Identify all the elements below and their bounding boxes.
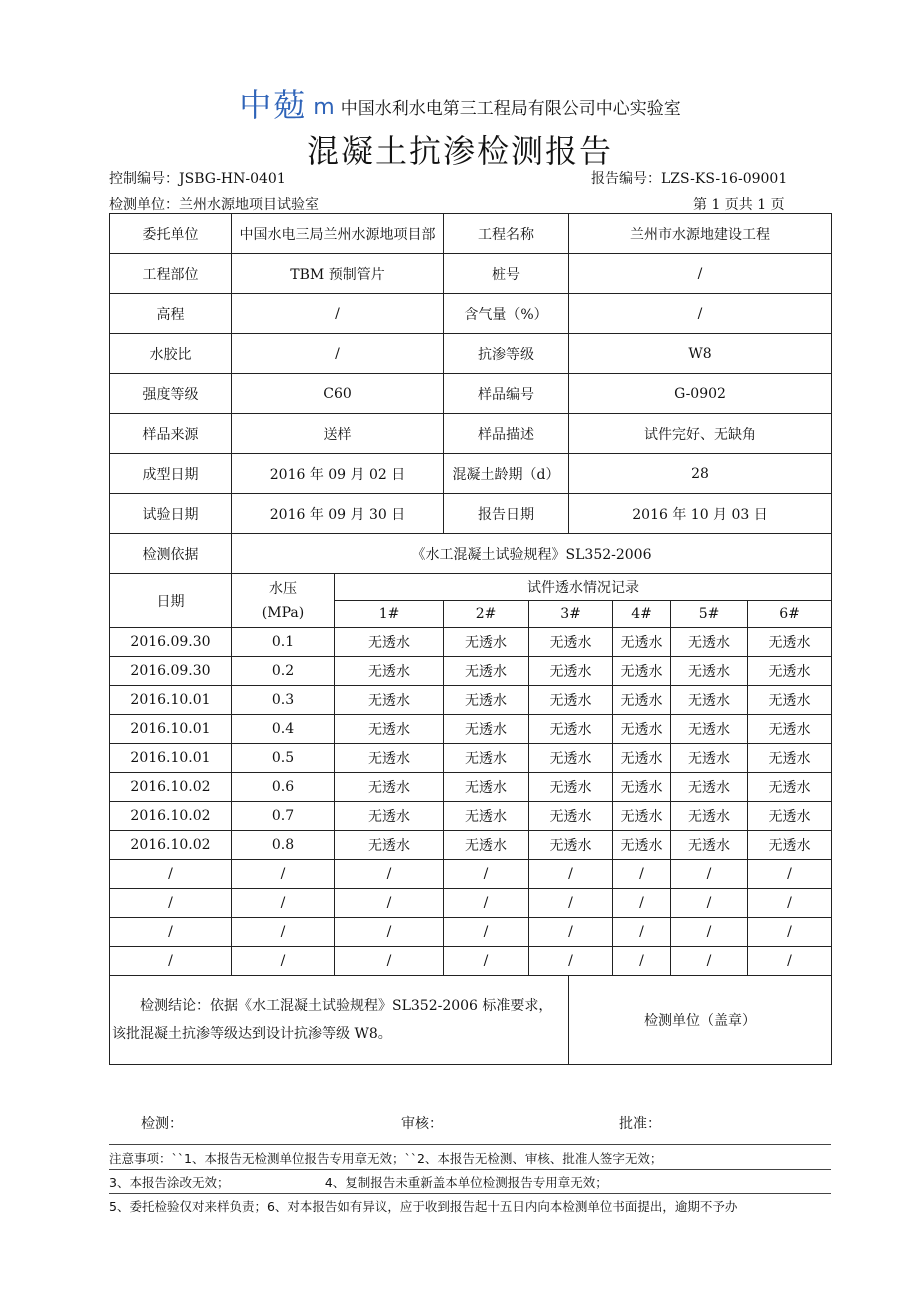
record-date: 2016.10.01 — [110, 715, 232, 744]
record-date: 2016.10.02 — [110, 831, 232, 860]
record-result: 无透水 — [671, 802, 748, 831]
info-label: 抗渗等级 — [444, 334, 569, 374]
record-row — [110, 802, 832, 831]
report-title: 混凝土抗渗检测报告 — [306, 132, 613, 170]
report-table — [109, 213, 832, 1065]
record-result: 无透水 — [529, 628, 613, 657]
record-result: / — [671, 947, 748, 976]
info-row — [110, 374, 832, 414]
info-label: 成型日期 — [110, 454, 232, 494]
record-result: 无透水 — [613, 773, 671, 802]
record-result: 无透水 — [671, 715, 748, 744]
record-result: / — [335, 947, 444, 976]
reviewer-signature: 审核： — [401, 1116, 443, 1132]
record-result: / — [529, 918, 613, 947]
record-result: 无透水 — [335, 628, 444, 657]
record-result: 无透水 — [613, 628, 671, 657]
record-result: 无透水 — [748, 686, 832, 715]
record-result: / — [748, 918, 832, 947]
record-result: / — [444, 889, 529, 918]
stamp-area: 检测单位（盖章） — [569, 976, 832, 1065]
record-result: / — [529, 860, 613, 889]
notes-divider-1 — [109, 1169, 831, 1170]
record-result: 无透水 — [671, 686, 748, 715]
info-row — [110, 214, 832, 254]
record-result: 无透水 — [671, 657, 748, 686]
record-row — [110, 860, 832, 889]
note-line-3: 5、委托检验仅对来样负责；6、对本报告如有异议，应于收到报告起十五日内向本检测单位书面提出，逾期不予办 — [109, 1199, 738, 1214]
organization-name: 中国水利水电第三工程局有限公司中心实验室 — [340, 99, 681, 119]
record-result: 无透水 — [529, 657, 613, 686]
info-label: 样品编号 — [444, 374, 569, 414]
record-date: / — [110, 947, 232, 976]
record-result: 无透水 — [613, 802, 671, 831]
info-value: TBM 预制管片 — [232, 254, 444, 294]
info-label: 工程名称 — [444, 214, 569, 254]
tester-signature: 检测： — [141, 1116, 183, 1132]
specimen-header: 4# — [613, 601, 671, 628]
record-row — [110, 773, 832, 802]
page-number: 第 1 页共 1 页 — [693, 197, 785, 213]
company-logo: 中葂 — [239, 86, 308, 124]
info-label: 强度等级 — [110, 374, 232, 414]
info-row — [110, 414, 832, 454]
record-result: 无透水 — [444, 657, 529, 686]
record-result: / — [529, 889, 613, 918]
basis-label: 检测依据 — [110, 534, 232, 574]
info-value: 试件完好、无缺角 — [569, 414, 832, 454]
record-date: 2016.10.01 — [110, 686, 232, 715]
record-result: 无透水 — [748, 802, 832, 831]
record-result: 无透水 — [671, 831, 748, 860]
record-result: 无透水 — [748, 715, 832, 744]
date-header: 日期 — [110, 574, 232, 628]
record-pressure: / — [232, 889, 335, 918]
record-result: / — [613, 918, 671, 947]
note-line-1: 注意事项：``1、本报告无检测单位报告专用章无效；``2、本报告无检测、审核、批准人签字无效； — [109, 1151, 663, 1166]
info-value: 2016 年 09 月 02 日 — [232, 454, 444, 494]
record-pressure: / — [232, 918, 335, 947]
record-pressure: 0.6 — [232, 773, 335, 802]
notes-divider-top — [109, 1144, 831, 1145]
info-value: G-0902 — [569, 374, 832, 414]
record-result: 无透水 — [529, 715, 613, 744]
record-row — [110, 686, 832, 715]
logo-mark-letter: m — [313, 95, 335, 120]
record-result: / — [529, 947, 613, 976]
info-value: 送样 — [232, 414, 444, 454]
record-result: / — [613, 947, 671, 976]
record-result: 无透水 — [748, 744, 832, 773]
record-result: 无透水 — [529, 686, 613, 715]
record-row — [110, 628, 832, 657]
record-result: 无透水 — [613, 686, 671, 715]
info-value: C60 — [232, 374, 444, 414]
record-pressure: 0.3 — [232, 686, 335, 715]
specimen-header: 2# — [444, 601, 529, 628]
record-result: 无透水 — [613, 831, 671, 860]
record-result: 无透水 — [529, 831, 613, 860]
record-result: 无透水 — [671, 744, 748, 773]
info-row — [110, 254, 832, 294]
record-result: 无透水 — [748, 628, 832, 657]
info-label: 高程 — [110, 294, 232, 334]
record-result: 无透水 — [529, 773, 613, 802]
basis-row — [110, 534, 832, 574]
info-row — [110, 294, 832, 334]
record-result: / — [335, 918, 444, 947]
control-number: 控制编号：JSBG-HN-0401 — [109, 171, 286, 187]
record-result: / — [335, 889, 444, 918]
record-row — [110, 831, 832, 860]
record-result: 无透水 — [529, 802, 613, 831]
record-date: / — [110, 889, 232, 918]
conclusion-text — [110, 976, 569, 1065]
info-value: / — [569, 294, 832, 334]
record-result: / — [671, 918, 748, 947]
record-result: 无透水 — [444, 802, 529, 831]
letterhead — [0, 80, 920, 126]
record-row — [110, 918, 832, 947]
notes-divider-2 — [109, 1193, 831, 1194]
info-row — [110, 454, 832, 494]
info-label: 报告日期 — [444, 494, 569, 534]
record-result: 无透水 — [748, 831, 832, 860]
record-result: / — [671, 860, 748, 889]
record-pressure: 0.8 — [232, 831, 335, 860]
pressure-header — [232, 574, 335, 628]
record-date: 2016.10.02 — [110, 802, 232, 831]
info-row — [110, 334, 832, 374]
specimen-header: 6# — [748, 601, 832, 628]
record-result: 无透水 — [335, 831, 444, 860]
basis-value: 《水工混凝土试验规程》SL352-2006 — [232, 534, 832, 574]
info-value: 兰州市水源地建设工程 — [569, 214, 832, 254]
record-date: / — [110, 860, 232, 889]
record-result: 无透水 — [529, 744, 613, 773]
test-unit: 检测单位：兰州水源地项目试验室 — [109, 197, 319, 213]
report-number: 报告编号：LZS-KS-16-09001 — [591, 171, 788, 187]
record-date: 2016.09.30 — [110, 628, 232, 657]
info-label: 桩号 — [444, 254, 569, 294]
record-result: / — [444, 947, 529, 976]
record-result: / — [748, 889, 832, 918]
record-result: 无透水 — [335, 773, 444, 802]
specimen-header: 5# — [671, 601, 748, 628]
record-result: / — [335, 860, 444, 889]
conclusion-body: 检测结论：依据《水工混凝土试验规程》SL352-2006 标准要求，该批混凝土抗渗等级达到设计抗渗等级 W8。 — [112, 998, 553, 1042]
record-result: 无透水 — [613, 715, 671, 744]
record-pressure: 0.2 — [232, 657, 335, 686]
note-line-2: 3、本报告涂改无效； 4、复制报告未重新盖本单位检测报告专用章无效； — [109, 1175, 608, 1190]
info-value: 中国水电三局兰州水源地项目部 — [232, 214, 444, 254]
record-pressure: 0.5 — [232, 744, 335, 773]
info-row — [110, 494, 832, 534]
info-value: / — [569, 254, 832, 294]
record-result: 无透水 — [748, 657, 832, 686]
record-result: / — [444, 860, 529, 889]
record-result: 无透水 — [335, 657, 444, 686]
record-row — [110, 715, 832, 744]
info-label: 含气量（%） — [444, 294, 569, 334]
record-date: 2016.09.30 — [110, 657, 232, 686]
info-label: 工程部位 — [110, 254, 232, 294]
record-result: / — [613, 860, 671, 889]
record-row — [110, 947, 832, 976]
specimen-header: 1# — [335, 601, 444, 628]
record-result: / — [748, 947, 832, 976]
record-pressure: 0.4 — [232, 715, 335, 744]
info-value: W8 — [569, 334, 832, 374]
record-result: 无透水 — [671, 773, 748, 802]
record-result: / — [444, 918, 529, 947]
record-result: 无透水 — [671, 628, 748, 657]
record-pressure: 0.7 — [232, 802, 335, 831]
record-result: / — [748, 860, 832, 889]
record-result: 无透水 — [613, 744, 671, 773]
pressure-label: 水压 — [269, 580, 297, 597]
info-label: 样品来源 — [110, 414, 232, 454]
record-result: 无透水 — [444, 773, 529, 802]
record-result: 无透水 — [748, 773, 832, 802]
info-value: / — [232, 334, 444, 374]
record-row — [110, 744, 832, 773]
info-label: 水胶比 — [110, 334, 232, 374]
info-value: 2016 年 09 月 30 日 — [232, 494, 444, 534]
conclusion-row — [110, 976, 832, 1065]
record-result: 无透水 — [335, 686, 444, 715]
info-label: 试验日期 — [110, 494, 232, 534]
record-pressure: 0.1 — [232, 628, 335, 657]
approver-signature: 批准： — [619, 1116, 661, 1132]
info-value: / — [232, 294, 444, 334]
record-date: / — [110, 918, 232, 947]
record-pressure: / — [232, 860, 335, 889]
record-result: 无透水 — [613, 657, 671, 686]
record-result: / — [671, 889, 748, 918]
record-pressure: / — [232, 947, 335, 976]
record-result: 无透水 — [444, 831, 529, 860]
record-date: 2016.10.02 — [110, 773, 232, 802]
pressure-unit: (MPa) — [261, 604, 305, 621]
record-result: 无透水 — [444, 715, 529, 744]
record-group-header: 试件透水情况记录 — [335, 574, 832, 601]
record-row — [110, 657, 832, 686]
record-result: 无透水 — [444, 744, 529, 773]
record-result: 无透水 — [444, 686, 529, 715]
info-value: 2016 年 10 月 03 日 — [569, 494, 832, 534]
record-result: 无透水 — [335, 715, 444, 744]
record-row — [110, 889, 832, 918]
info-label: 混凝土龄期（d） — [444, 454, 569, 494]
info-label: 样品描述 — [444, 414, 569, 454]
record-header-row — [110, 574, 832, 601]
record-result: 无透水 — [335, 744, 444, 773]
info-label: 委托单位 — [110, 214, 232, 254]
record-date: 2016.10.01 — [110, 744, 232, 773]
record-result: 无透水 — [335, 802, 444, 831]
specimen-header: 3# — [529, 601, 613, 628]
record-result: 无透水 — [444, 628, 529, 657]
record-result: / — [613, 889, 671, 918]
info-value: 28 — [569, 454, 832, 494]
